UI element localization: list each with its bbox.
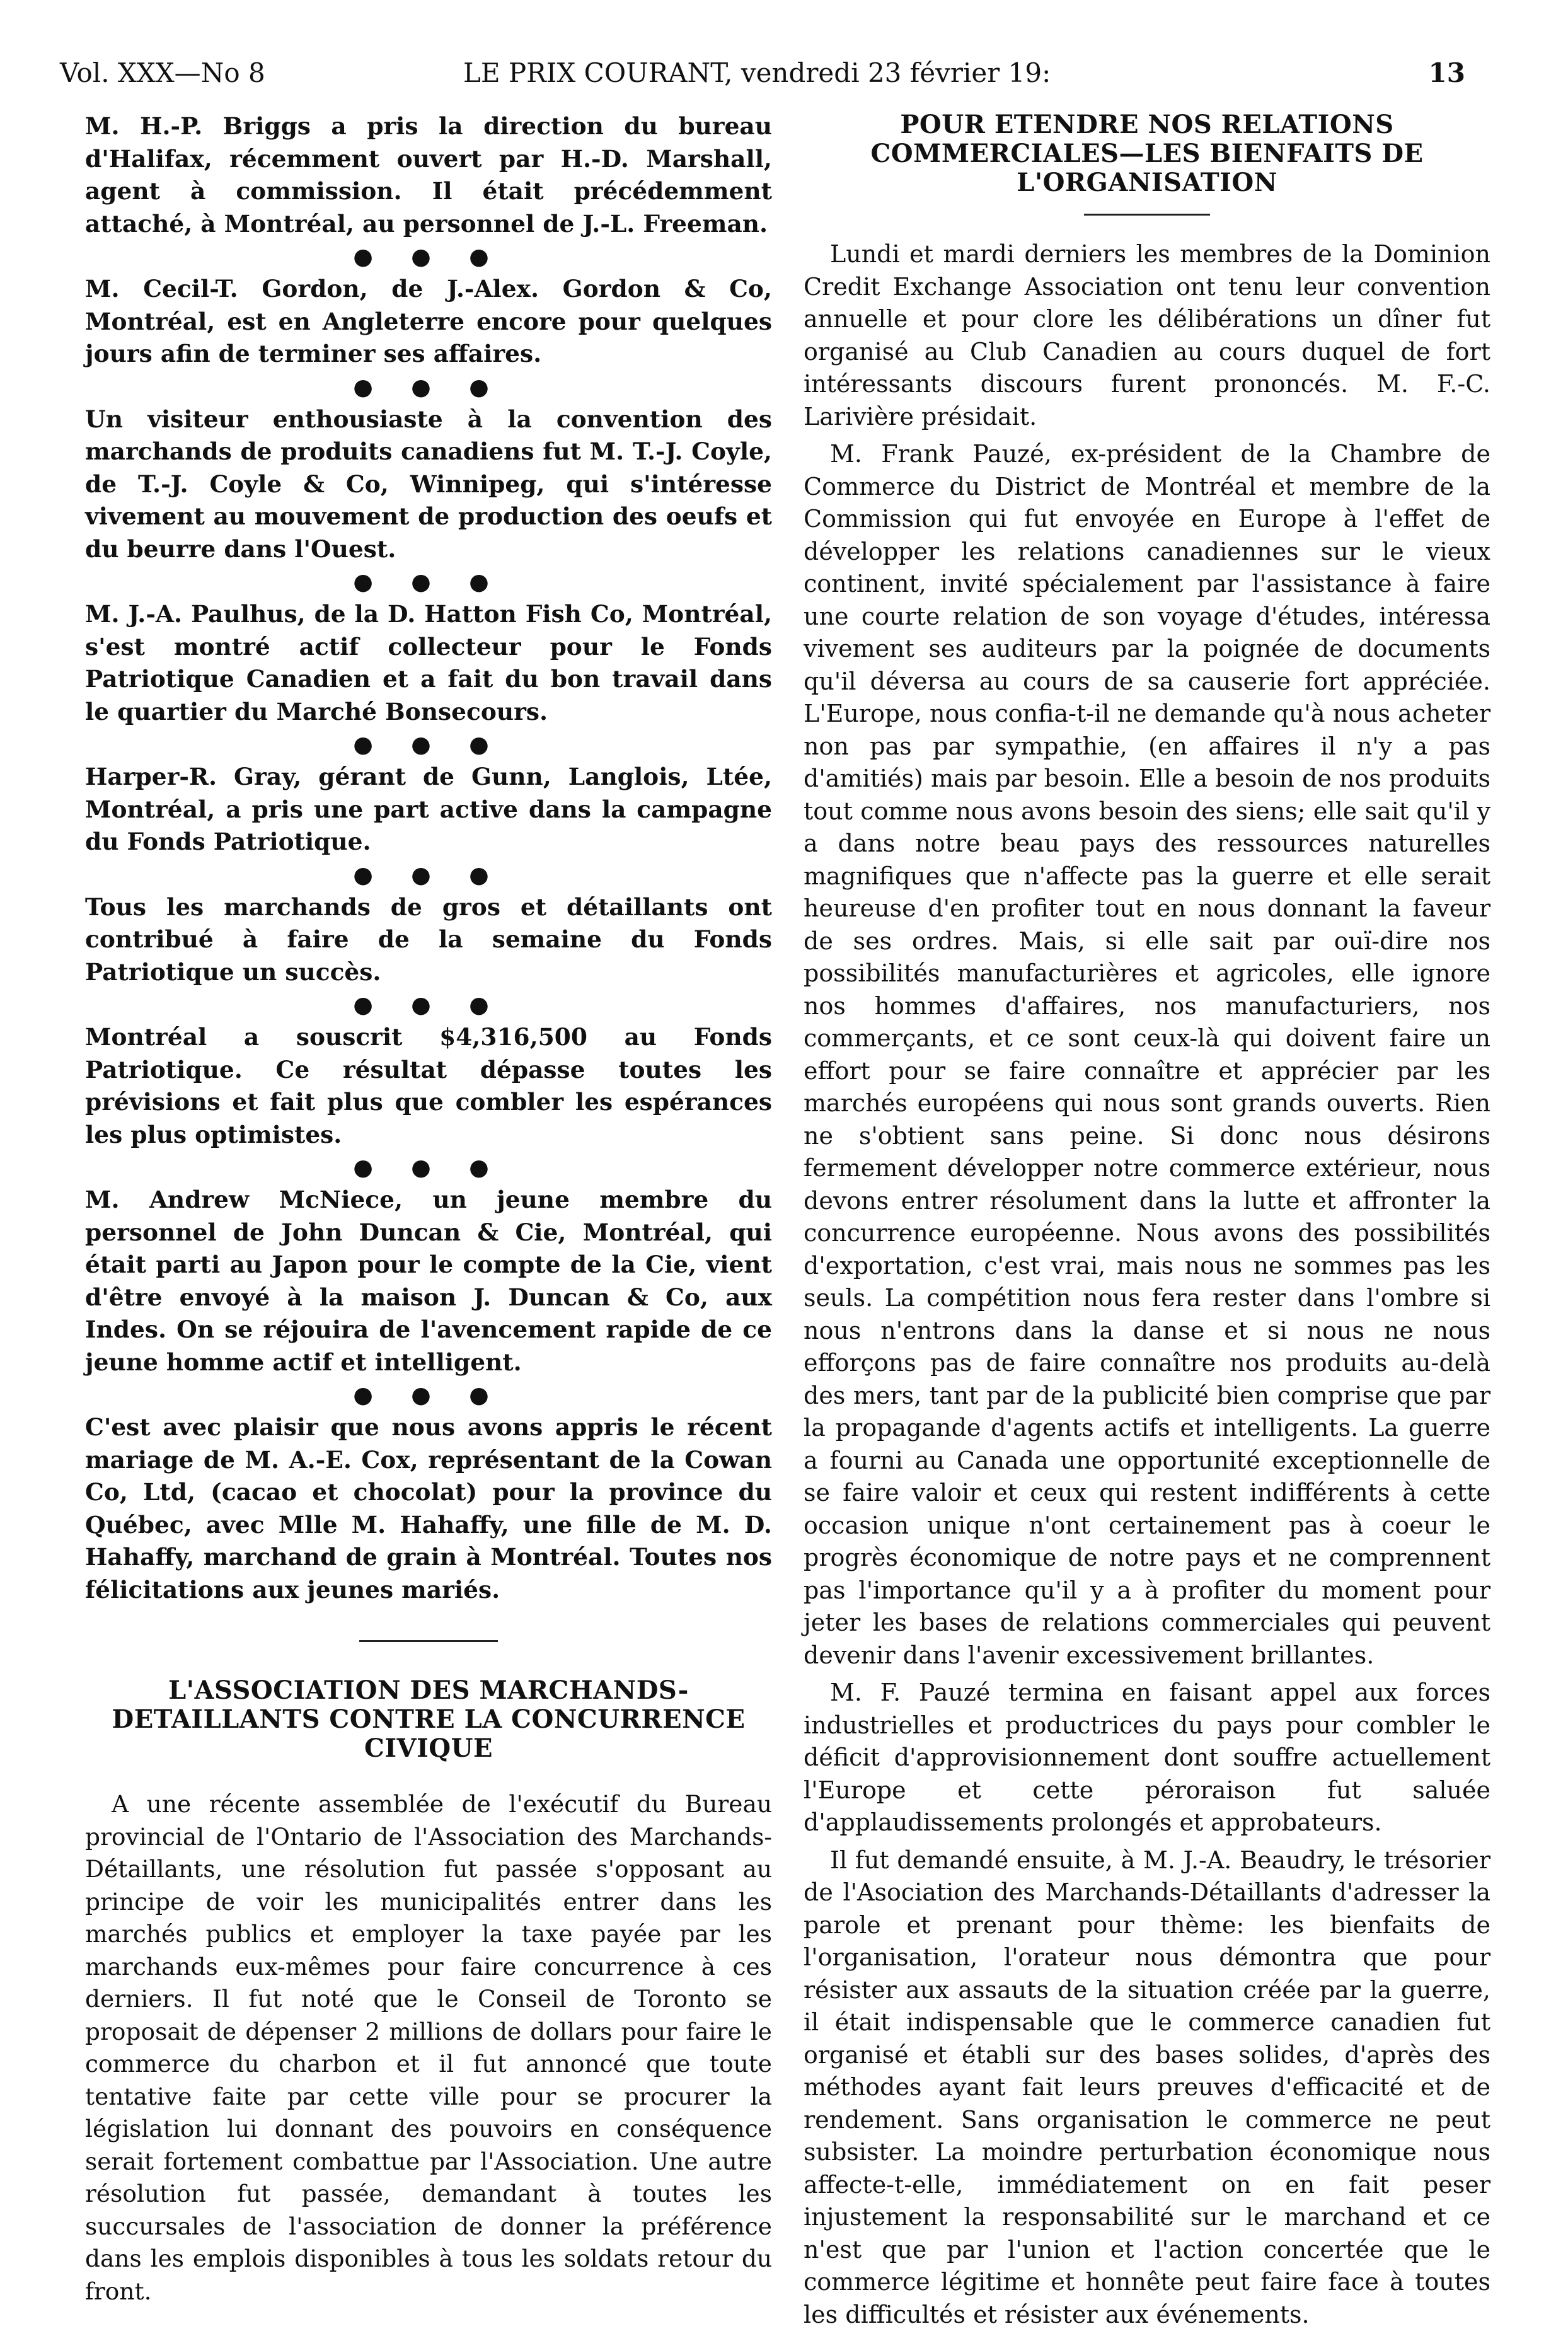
- news-item: M. Cecil-T. Gordon, de J.-Alex. Gordon & Co, Montréal, est en Angleterre encore pour quelques jours afin de terminer ses affaires.: [85, 275, 772, 367]
- section-divider: [359, 1640, 498, 1642]
- news-item: Montréal a souscrit $4,316,500 au Fonds Patriotique. Ce résultat dépasse toutes les prévisions et fait plus que combler les espérances les plus optimistes.: [85, 1023, 772, 1148]
- separator-stars: ● ● ●: [353, 569, 504, 595]
- news-item: M. H.-P. Briggs a pris la direction du bureau d'Halifax, récemment ouvert par H.-D. Marshall, agent à commission. Il était précédemment attaché, à Montréal, au personnel de J.-L. Freeman.: [85, 112, 772, 238]
- separator-stars: ● ● ●: [353, 1382, 504, 1408]
- news-item: Un visiteur enthousiaste à la convention des marchands de produits canadiens fut M. T.-J. Coyle, de T.-J. Coyle & Co, Winnipeg, qui s'intéresse vivement au mouvement de production des oeufs et du beurre dans l'Ouest.: [85, 405, 772, 563]
- volume-number: Vol. XXX—No 8: [60, 57, 265, 88]
- news-item: C'est avec plaisir que nous avons appris le récent mariage de M. A.-E. Cox, représentant de la Cowan Co, Ltd, (cacao et chocolat) pour la province du Québec, avec Mlle M. Hahaffy, une fille de M. D. Hahaffy, marchand de grain à Montréal. Toutes nos félicitations aux jeunes mariés.: [85, 1413, 772, 1604]
- article-paragraph: M. Frank Pauzé, ex-président de la Chambre de Commerce du District de Montréal et membre de la Commission qui fut envoyée en Europe à l'effet de développer les relations canadiennes sur le vieux continent, invité spécialement par l'assistance à faire une courte relation de son voyage d'études, intéressa vivement ses auditeurs par la poignée de documents qu'il déversa au cours de sa causerie fort appréciée. L'Europe, nous confia-t-il ne demande qu'à nous acheter non pas par sympathie, (en affaires il n'y a pas d'amitiés) mais par besoin. Elle a besoin de nos produits tout comme nous avons besoin des siens; elle sait qu'il y a dans notre beau pays des ressources naturelles magnifiques que n'affecte pas la guerre et elle serait heureuse d'en profiter tout en nous donnant la faveur de ses ordres. Mais, si elle sait par ouï-dire nos possibilités manufacturières et agricoles, elle ignore nos hommes d'affaires, nos manufacturiers, nos commerçants, et ce sont ceux-là qui doivent faire un effort pour se faire connaître et apprécier par les marchés européens qui nous sont grands ouverts. Rien ne s'obtient sans peine. Si donc nous désirons fermement développer notre commerce extérieur, nous devons entrer résolument dans la lutte et affronter la concurrence européenne. Nous avons des possibilités d'exportation, c'est vrai, mais nous ne sommes pas les seuls. La compétition nous fera rester dans l'ombre si nous n'entrons dans la danse et si nous ne nous efforçons pas de faire connaître nos produits au-delà des mers, tant par de la publicité bien comprise que par la propagande d'agents actifs et intelligents. La guerre a fourni au Canada une opportunité exceptionnelle de se faire valoir et ceux qui restent indifférents à cette occasion unique n'ont certainement pas à coeur le progrès économique de notre pays et ne comprennent pas l'importance qu'il y a à profiter du moment pour jeter les bases de relations commerciales qui peuvent devenir dans l'avenir excessivement brillantes.: [804, 440, 1490, 1669]
- news-item: Harper-R. Gray, gérant de Gunn, Langlois, Ltée, Montréal, a pris une part active dans la campagne du Fonds Patriotique.: [85, 763, 772, 855]
- news-item: M. Andrew McNiece, un jeune membre du personnel de John Duncan & Cie, Montréal, qui était parti au Japon pour le compte de la Cie, vient d'être envoyé à la maison J. Duncan & Co, aux Indes. On se réjouira de l'avencement rapide de ce jeune homme actif et intelligent.: [85, 1186, 772, 1376]
- news-item: Tous les marchands de gros et détaillants ont contribué à faire de la semaine du Fonds Patriotique un succès.: [85, 893, 772, 986]
- article-paragraph: M. F. Pauzé termina en faisant appel aux forces industrielles et productrices du pays pour combler le déficit d'approvisionnement dont souffre actuellement l'Europe et cette péroraison fut saluée d'applaudissements prolongés et approbateurs.: [804, 1679, 1490, 1836]
- publication-title-date: LE PRIX COURANT, vendredi 23 février 19:: [463, 57, 1051, 88]
- separator-stars: ● ● ●: [353, 731, 504, 758]
- separator-stars: ● ● ●: [353, 243, 504, 270]
- article-title: POUR ETENDRE NOS RELATIONS COMMERCIALES—LES BIENFAITS DE L'ORGANISATION: [870, 110, 1424, 197]
- separator-stars: ● ● ●: [353, 1154, 504, 1181]
- left-column: [85, 110, 772, 2308]
- separator-stars: ● ● ●: [353, 373, 504, 400]
- title-divider: [1084, 214, 1210, 216]
- page-header: [60, 47, 1465, 98]
- separator-stars: ● ● ●: [353, 861, 504, 888]
- separator-stars: ● ● ●: [353, 992, 504, 1018]
- article-paragraph: Il fut demandé ensuite, à M. J.-A. Beaudry, le trésorier de l'Asociation des Marchands-Détaillants d'adresser la parole et prenant pour thème: les bienfaits de l'organisation, l'orateur nous démontra que pour résister aux assauts de la situation créée par la guerre, il était indispensable que le commerce canadien fut organisé et établi sur des bases solides, d'après des méthodes ayant fait leurs preuves d'efficacité et de rendement. Sans organisation le commerce ne peut subsister. La moindre perturbation économique nous affecte-t-elle, immédiatement on en fait peser injustement la responsabilité sur le marchand et ce n'est que par l'union et l'action concertée que le commerce légitime et honnête peut faire face à toutes les difficultés et résister aux événements.: [804, 1846, 1490, 2328]
- article-title: L'ASSOCIATION DES MARCHANDS-DETAILLANTS CONTRE LA CONCURRENCE CIVIQUE: [112, 1675, 746, 1763]
- article-paragraph: Lundi et mardi derniers les membres de la Dominion Credit Exchange Association ont tenu leur convention annuelle et pour clore les délibérations un dîner fut organisé au Club Canadien au cours duquel de fort intéressants discours furent prononcés. M. F.-C. Larivière présidait.: [804, 240, 1490, 431]
- right-column: [804, 110, 1490, 2336]
- article-body: A une récente assemblée de l'exécutif du Bureau provincial de l'Ontario de l'Association des Marchands-Détaillants, une résolution fut passée s'opposant au principe de voir les municipalités entrer dans les marchés publics et employer la taxe payée par les marchands eux-mêmes pour faire concurrence à ces derniers. Il fut noté que le Conseil de Toronto se proposait de dépenser 2 millions de dollars pour faire le commerce du charbon et il fut annoncé que toute tentative faite par cette ville pour se procurer la législation lui donnant des pouvoirs en conséquence serait fortement combattue par l'Association. Une autre résolution fut passée, demandant à toutes les succursales de l'association de donner la préférence dans les emplois disponibles à tous les soldats retour du front.: [85, 1790, 772, 2305]
- page-number: 13: [1428, 57, 1465, 88]
- news-item: M. J.-A. Paulhus, de la D. Hatton Fish Co, Montréal, s'est montré actif collecteur pour le Fonds Patriotique Canadien et a fait du bon travail dans le quartier du Marché Bonsecours.: [85, 600, 772, 726]
